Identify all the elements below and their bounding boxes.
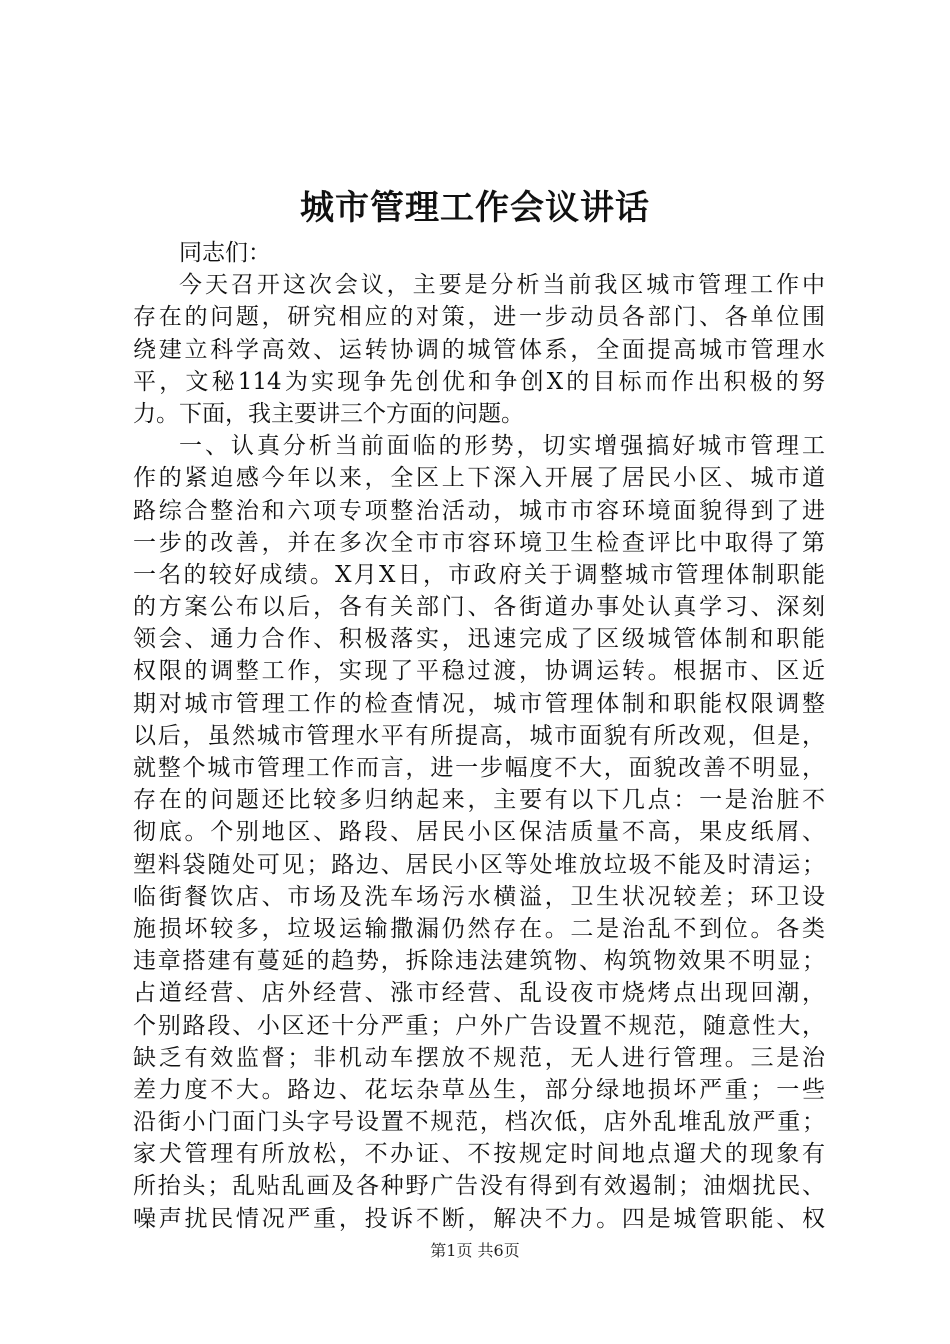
text-line: 家犬管理有所放松，不办证、不按规定时间地点遛犬的现象有 [133,1141,825,1168]
text-line: 路综合整治和六项专项整治活动，城市市容环境面貌得到了进 [133,497,825,524]
text-line: 权限的调整工作，实现了平稳过渡，协调运转。根据市、区近 [133,658,825,685]
page-number: 第1页 共6页 [430,1241,520,1260]
text-line: 领会、通力合作、积极落实，迅速完成了区级城管体制和职能 [133,626,825,653]
text-line: 同志们： [179,240,271,266]
text-line: 施损坏较多，垃圾运输撒漏仍然存在。二是治乱不到位。各类 [133,915,825,942]
document-title: 城市管理工作会议讲话 [300,188,650,228]
text-line: 一名的较好成绩。X月X日，市政府关于调整城市管理体制职能 [133,561,825,588]
text-line: 存在的问题，研究相应的对策，进一步动员各部门、各单位围 [133,304,825,331]
text-line: 期对城市管理工作的检查情况，城市管理体制和职能权限调整 [133,690,825,717]
document-body [133,237,825,1235]
text-line: 临街餐饮店、市场及洗车场污水横溢，卫生状况较差；环卫设 [133,883,825,910]
text-line: 所抬头；乱贴乱画及各种野广告没有得到有效遏制；油烟扰民、 [133,1173,825,1200]
text-line: 违章搭建有蔓延的趋势，拆除违法建筑物、构筑物效果不明显； [133,948,825,975]
text-line: 沿街小门面门头字号设置不规范，档次低，店外乱堆乱放严重； [133,1109,825,1136]
text-line: 就整个城市管理工作而言，进一步幅度不大，面貌改善不明显， [133,755,825,781]
text-line: 今天召开这次会议，主要是分析当前我区城市管理工作中 [179,272,825,299]
text-line: 以后，虽然城市管理水平有所提高，城市面貌有所改观，但是， [133,722,825,749]
text-line: 噪声扰民情况严重，投诉不断，解决不力。四是城管职能、权 [133,1205,825,1232]
text-line: 彻底。个别地区、路段、居民小区保洁质量不高，果皮纸屑、 [133,819,825,846]
text-line: 占道经营、店外经营、涨市经营、乱设夜市烧烤点出现回潮， [133,980,825,1007]
text-line: 力。下面，我主要讲三个方面的问题。 [133,400,524,427]
text-line: 绕建立科学高效、运转协调的城管体系，全面提高城市管理水 [133,336,825,363]
text-line: 一步的改善，并在多次全市市容环境卫生检查评比中取得了第 [133,529,825,556]
text-line: 个别路段、小区还十分严重；户外广告设置不规范，随意性大， [133,1012,825,1039]
text-line: 差力度不大。路边、花坛杂草丛生，部分绿地损坏严重；一些 [133,1076,825,1103]
text-line: 平，文秘114为实现争先创优和争创X的目标而作出积极的努 [133,368,825,395]
text-line: 作的紧迫感今年以来，全区上下深入开展了居民小区、城市道 [133,465,825,492]
text-line: 一、认真分析当前面临的形势，切实增强搞好城市管理工 [179,433,825,460]
text-line: 存在的问题还比较多归纳起来，主要有以下几点：一是治脏不 [133,787,825,814]
text-line: 的方案公布以后，各有关部门、各街道办事处认真学习、深刻 [133,594,825,621]
text-line: 缺乏有效监督；非机动车摆放不规范，无人进行管理。三是治 [133,1044,825,1071]
text-line: 塑料袋随处可见；路边、居民小区等处堆放垃圾不能及时清运； [133,851,825,878]
